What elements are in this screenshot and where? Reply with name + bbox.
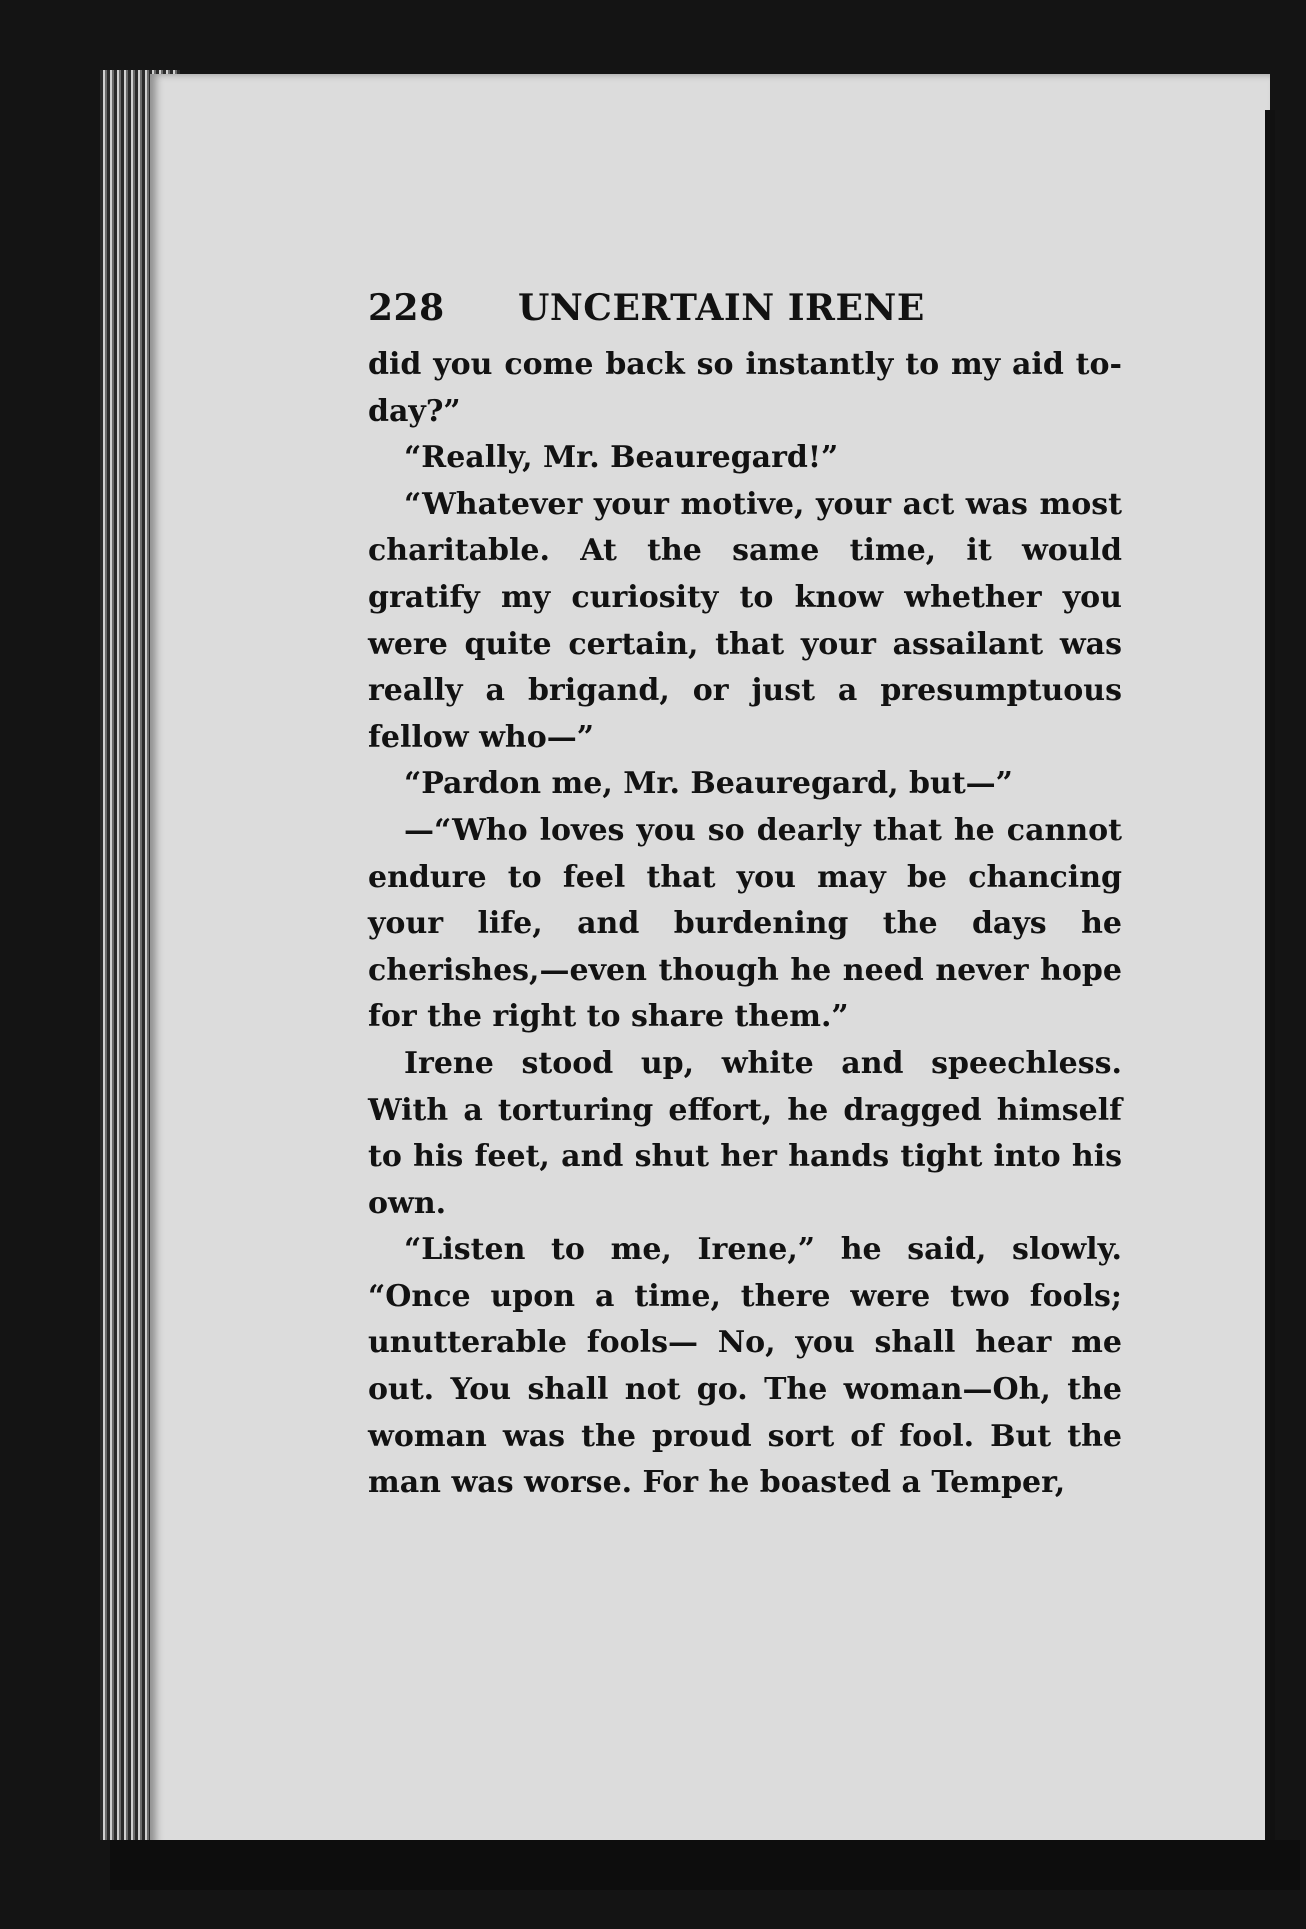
text-block (368, 280, 1122, 1507)
paragraph: Irene stood up, white and speechless. With a torturing effort, he dragged himself to his feet, and shut her hands tight into his own. (368, 1045, 1122, 1221)
paragraph: “Whatever your motive, your act was most charitable. At the same time, it would gratify my curiosity to know whether you were quite certain, that your assailant was really a brigand, or just a presumptuous fellow who—” (368, 486, 1122, 755)
page-number: 228 (368, 287, 445, 329)
paragraph: “Really, Mr. Beauregard!” (404, 440, 839, 476)
body-text (368, 342, 1122, 1507)
paragraph: “Pardon me, Mr. Beauregard, but—” (404, 766, 1013, 802)
paragraph: “Listen to me, Irene,” he said, slowly. “Once upon a time, there were two fools; unutterable fools— No, you shall hear me out. You shall not go. The woman—Oh, the woman was the proud sort of fool. But the man was worse. For he boasted a Temper, (368, 1232, 1122, 1501)
paragraph: —“Who loves you so dearly that he cannot endure to feel that you may be chancing your life, and burdening the days he cherishes,—even though he need never hope for the right to share them.” (368, 812, 1122, 1035)
scan-border (110, 1840, 1300, 1890)
running-title: UNCERTAIN IRENE (518, 287, 925, 329)
binding-shadow (1265, 110, 1275, 1850)
running-head (368, 280, 1122, 336)
paragraph: did you come back so instantly to my aid to-day?” (368, 347, 1122, 429)
